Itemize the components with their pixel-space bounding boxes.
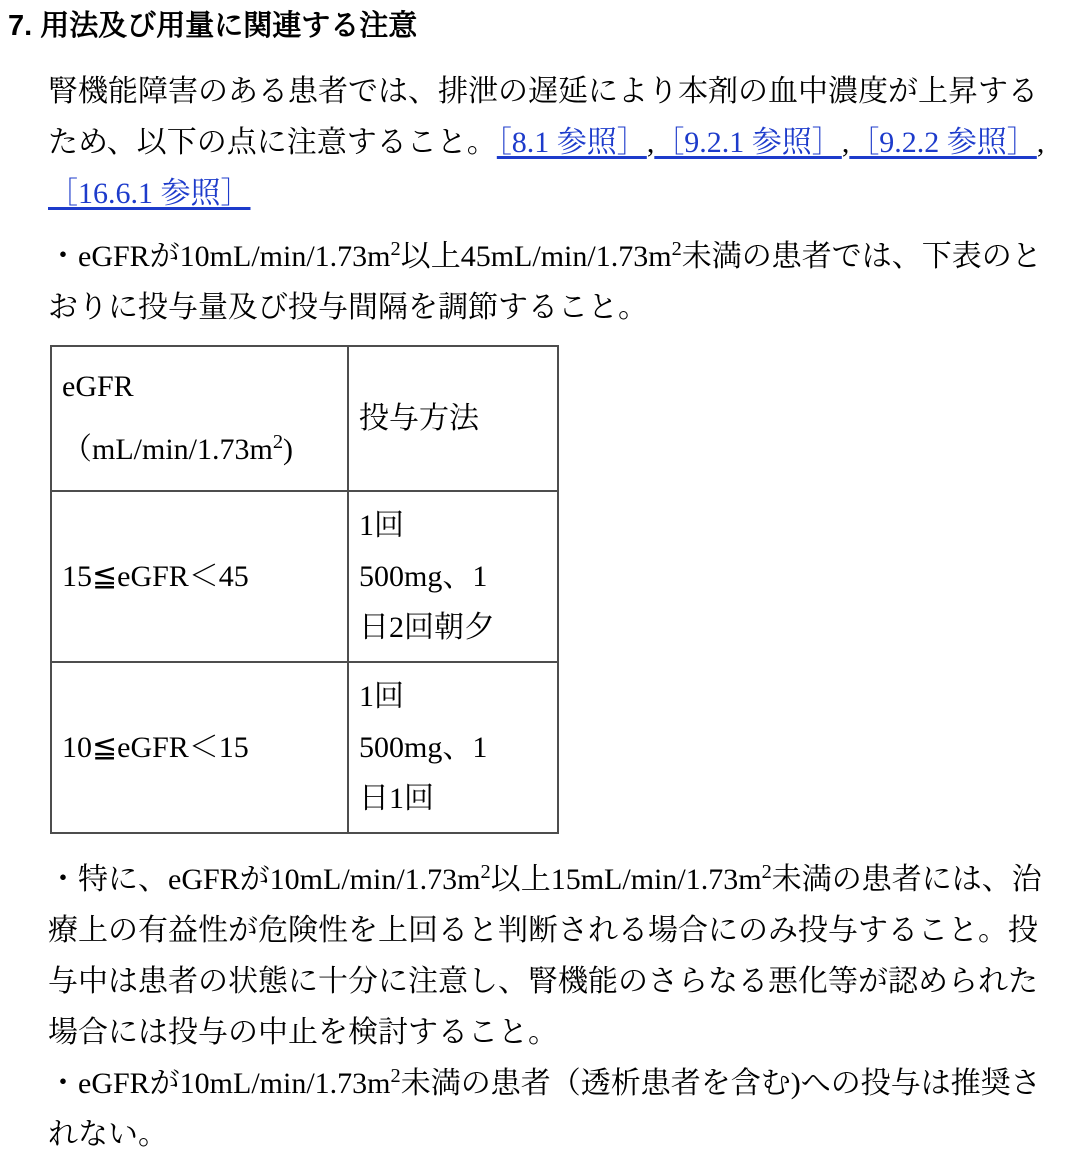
reference-link[interactable]: ［8.1 参照］: [496, 125, 647, 159]
bullet-egfr-10-15-caution: ・特に、eGFRが$10mL/\min/1.73m^2$以上$15mL/\min/1.73m^2$未満の患者には、治療上の有益性が危険性を上回ると判断される場合にのみ投与すること。投与中は患者の状態に十分に注意し、腎機能のさらなる悪化等が認められた場合には投与の中止を検討すること。: [48, 860, 1042, 1049]
bullet-egfr-under-10-not-recommended: ・eGFRが$10mL/\min/1.73m^2$未満の患者（透析患者を含む)への投与は推奨されない。: [48, 1064, 1041, 1151]
dose-method-cell: 1回 500mg、1 日1回: [348, 662, 558, 833]
superscript: 2: [390, 1064, 401, 1087]
reference-link[interactable]: ［9.2.1 参照］: [654, 125, 842, 159]
section-heading: 7. 用法及び用量に関連する注意: [8, 10, 418, 42]
dose-table-header-row: [51, 346, 558, 491]
dose-method-cell: 1回 500mg、1 日2回朝夕: [348, 491, 558, 662]
reference-link[interactable]: ［16.6.1 参照］: [48, 176, 251, 210]
superscript: 2: [480, 860, 491, 883]
header-cell-egfr: [51, 346, 348, 491]
dose-table-body: [51, 346, 558, 833]
header-cell-method: 投与方法: [348, 346, 558, 491]
dose-table-row-15-45: [51, 491, 558, 662]
dose-table: [50, 345, 559, 834]
superscript: 2: [390, 237, 401, 260]
egfr-header-label: eGFR: [62, 370, 134, 404]
egfr-range-cell: 15≦eGFR＜45: [51, 491, 348, 662]
reference-link[interactable]: ［9.2.2 参照］: [849, 125, 1037, 159]
egfr-range-cell: 10≦eGFR＜15: [51, 662, 348, 833]
egfr-header-unit: $(mL/\min/1.73m^2)$: [62, 431, 294, 467]
intro-paragraph: 腎機能障害のある患者では、排泄の遅延により本剤の血中濃度が上昇するため、以下の点に注意すること。［8.1 参照］,［9.2.1 参照］,［9.2.2 参照］,［16.6.1 参照］: [48, 74, 1045, 210]
dose-table-row-10-15: [51, 662, 558, 833]
superscript: 2: [761, 860, 772, 883]
superscript: 2: [272, 431, 284, 454]
superscript: 2: [671, 237, 682, 260]
bullet-egfr-dose-adjustment: ・eGFRが$10mL/\min/1.73m^2$以上$45mL/\min/1.73m^2$未満の患者では、下表のとおりに投与量及び投与間隔を調節すること。: [48, 237, 1042, 324]
